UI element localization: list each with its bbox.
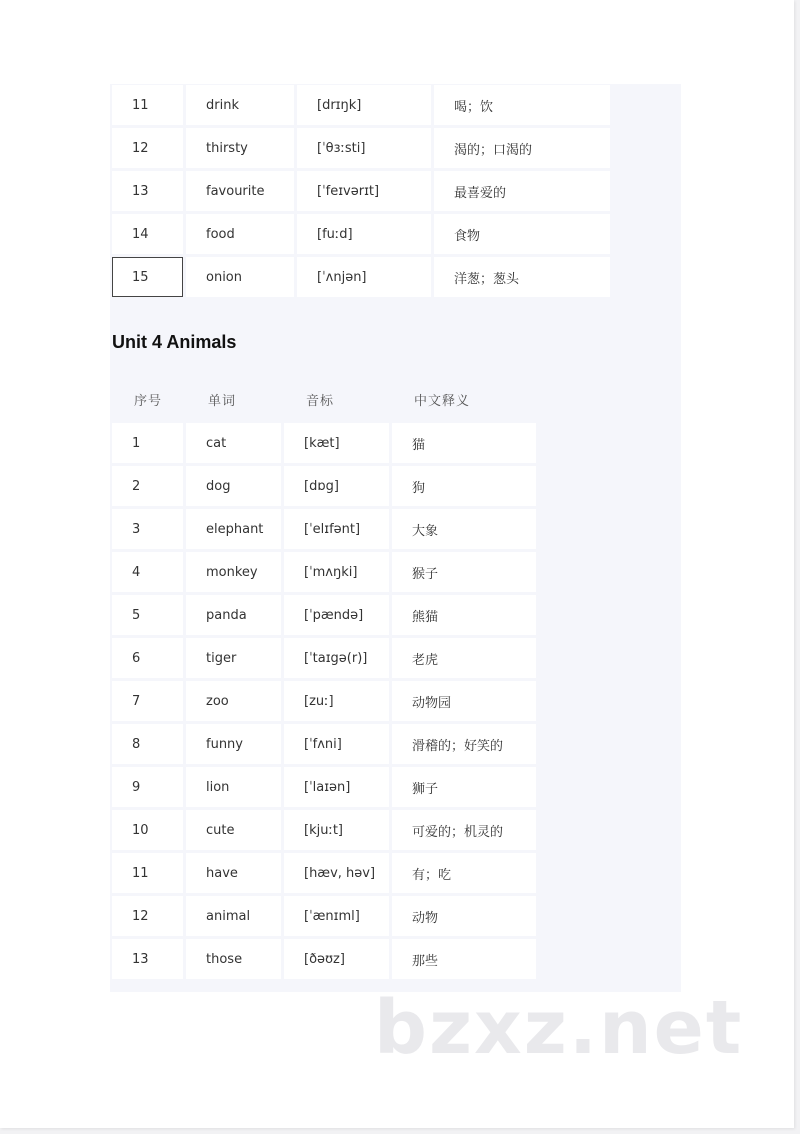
row-phonetic: [ˈθɜːsti]: [297, 128, 431, 168]
row-phonetic: [ˈfʌni]: [284, 724, 389, 764]
row-phonetic: [dɒg]: [284, 466, 389, 506]
row-phonetic: [zuː]: [284, 681, 389, 721]
row-meaning: 大象: [392, 509, 536, 549]
row-number: 14: [112, 214, 183, 254]
row-phonetic: [ˈfeɪvərɪt]: [297, 171, 431, 211]
table-row: [112, 810, 536, 850]
row-number-selected-cell[interactable]: 15: [112, 257, 183, 297]
row-meaning: 那些: [392, 939, 536, 979]
table-row: [112, 214, 610, 254]
table-row: [112, 681, 536, 721]
table-row: [112, 85, 610, 125]
row-meaning: 老虎: [392, 638, 536, 678]
row-meaning: 可爱的；机灵的: [392, 810, 536, 850]
row-word: onion: [186, 257, 294, 297]
row-number: 6: [112, 638, 183, 678]
row-phonetic: [ˈlaɪən]: [284, 767, 389, 807]
row-word: food: [186, 214, 294, 254]
row-number: 13: [112, 939, 183, 979]
row-meaning: 最喜爱的: [434, 171, 610, 211]
row-word: drink: [186, 85, 294, 125]
row-word: dog: [186, 466, 281, 506]
table-row: [112, 171, 610, 211]
row-word: those: [186, 939, 281, 979]
row-meaning: 狗: [392, 466, 536, 506]
row-phonetic: [kjuːt]: [284, 810, 389, 850]
table-row: [112, 509, 536, 549]
table-row: [112, 939, 536, 979]
row-phonetic: [drɪŋk]: [297, 85, 431, 125]
row-phonetic: [ˈelɪfənt]: [284, 509, 389, 549]
section-heading: Unit 4 Animals: [112, 332, 237, 352]
row-number: 7: [112, 681, 183, 721]
row-number: 12: [112, 896, 183, 936]
table-row: [112, 466, 536, 506]
row-number: 13: [112, 171, 183, 211]
row-word: tiger: [186, 638, 281, 678]
table-row: [112, 767, 536, 807]
row-meaning: 动物园: [392, 681, 536, 721]
row-meaning: 动物: [392, 896, 536, 936]
row-word: funny: [186, 724, 281, 764]
row-number: 10: [112, 810, 183, 850]
row-meaning: 狮子: [392, 767, 536, 807]
row-number: 4: [112, 552, 183, 592]
header-word: 单词: [208, 394, 237, 409]
row-meaning: 猫: [392, 423, 536, 463]
row-word: thirsty: [186, 128, 294, 168]
row-word: have: [186, 853, 281, 893]
row-phonetic: [kæt]: [284, 423, 389, 463]
row-meaning: 喝；饮: [434, 85, 610, 125]
row-phonetic: [ˈmʌŋki]: [284, 552, 389, 592]
row-phonetic: [ˈtaɪgə(r)]: [284, 638, 389, 678]
row-word: monkey: [186, 552, 281, 592]
table-row: [112, 724, 536, 764]
row-phonetic: [ðəʊz]: [284, 939, 389, 979]
row-number: 3: [112, 509, 183, 549]
row-number: 8: [112, 724, 183, 764]
row-word: animal: [186, 896, 281, 936]
vocab-table-unit3: [109, 82, 613, 300]
row-word: cat: [186, 423, 281, 463]
row-phonetic: [ˈpændə]: [284, 595, 389, 635]
row-word: lion: [186, 767, 281, 807]
row-meaning: 熊猫: [392, 595, 536, 635]
row-word: cute: [186, 810, 281, 850]
row-word: zoo: [186, 681, 281, 721]
row-number: 11: [112, 85, 183, 125]
table-row: [112, 853, 536, 893]
table-row: [112, 257, 610, 297]
row-meaning: 猴子: [392, 552, 536, 592]
table-row: [112, 552, 536, 592]
row-number: 2: [112, 466, 183, 506]
row-number: 1: [112, 423, 183, 463]
table-row: [112, 896, 536, 936]
row-word: elephant: [186, 509, 281, 549]
row-number: 11: [112, 853, 183, 893]
header-meaning: 中文释义: [414, 394, 471, 409]
row-word: panda: [186, 595, 281, 635]
row-phonetic: [ˈʌnjən]: [297, 257, 431, 297]
header-number: 序号: [134, 394, 163, 409]
row-phonetic: [ˈænɪml]: [284, 896, 389, 936]
header-phonetic: 音标: [306, 394, 335, 409]
row-phonetic: [fuːd]: [297, 214, 431, 254]
row-meaning: 有；吃: [392, 853, 536, 893]
table-row: [112, 423, 536, 463]
table-row: [112, 595, 536, 635]
vocab-table-unit4: [109, 420, 539, 982]
row-meaning: 渴的；口渴的: [434, 128, 610, 168]
row-meaning: 洋葱；葱头: [434, 257, 610, 297]
table-row: [112, 128, 610, 168]
row-phonetic: [hæv, həv]: [284, 853, 389, 893]
row-meaning: 食物: [434, 214, 610, 254]
row-number: 5: [112, 595, 183, 635]
row-number: 9: [112, 767, 183, 807]
row-word: favourite: [186, 171, 294, 211]
watermark: bzxz.net: [374, 985, 744, 1071]
row-meaning: 滑稽的；好笑的: [392, 724, 536, 764]
table-row: [112, 638, 536, 678]
row-number: 12: [112, 128, 183, 168]
